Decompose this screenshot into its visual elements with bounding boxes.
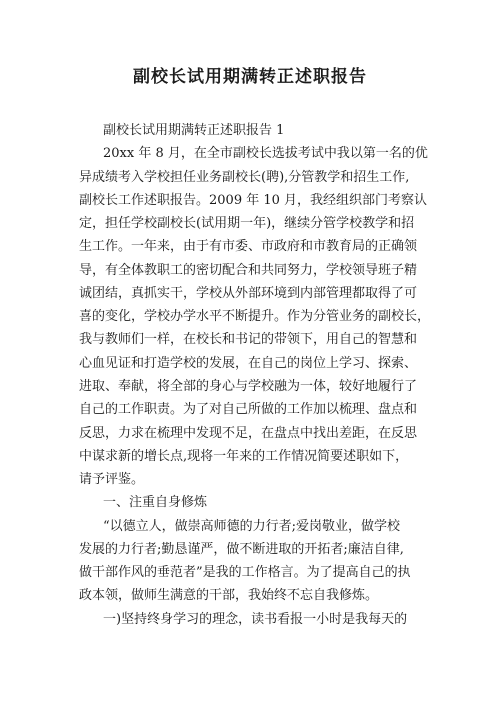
paragraph-line: “以德立人，做崇高师德的力行者;爱岗敬业，做学校 [103,519,401,534]
paragraph-line: 生工作。一年来，由于有市委、市政府和市教育局的正确领 [79,239,418,254]
document-title: 副校长试用期满转正述职报告 [133,67,367,87]
paragraph-line: 导，有全体教职工的密切配合和共同努力，学校领导班子精 [79,263,418,278]
paragraph-line: 反思，力求在梳理中发现不足，在盘点中找出差距，在反思 [79,426,418,441]
paragraph-line: 请予评鉴。 [79,472,145,487]
paragraph-line: 副校长试用期满转正述职报告 1 [103,123,285,138]
paragraph-line: 中谋求新的增长点,现将一年来的工作情况简要述职如下， [79,449,409,464]
paragraph-line: 副校长工作述职报告。2009 年 10 月，我经组织部门考察认 [79,193,428,208]
paragraph-line: 政本领，做师生满意的干部，我始终不忘自我修炼。 [79,588,379,603]
paragraph-line: 诚团结，真抓实干，学校从外部环境到内部管理都取得了可 [79,286,418,301]
section-heading: 一、注重自身修炼 [103,495,208,510]
paragraph-line: 我与教师们一样，在校长和书记的带领下，用自己的智慧和 [79,332,418,347]
paragraph-line: 一)坚持终身学习的理念，读书看报一小时是我每天的 [103,612,408,627]
paragraph-line: 进取、奉献，将全部的身心与学校融为一体，较好地履行了 [79,379,418,394]
paragraph-line: 喜的变化，学校办学水平不断提升。作为分管业务的副校长， [79,309,431,324]
paragraph-line: 异成绩考入学校担任业务副校长(聘),分管教学和招生工作, [79,170,410,185]
paragraph-line: 自己的工作职责。为了对自己所做的工作加以梳理、盘点和 [79,402,418,417]
paragraph-line: 20xx 年 8 月，在全市副校长选拔考试中我以第一名的优 [103,146,428,161]
paragraph-line: 发展的力行者;勤恳谨严，做不断进取的开拓者;廉洁自律, [79,542,404,557]
paragraph-line: 心血见证和打造学校的发展，在自己的岗位上学习、探索、 [79,356,418,371]
paragraph-line: 定，担任学校副校长(试用期一年)，继续分管学校教学和招 [79,216,415,231]
paragraph-line: 做干部作风的垂范者”是我的工作格言。为了提高自己的执 [79,565,411,580]
